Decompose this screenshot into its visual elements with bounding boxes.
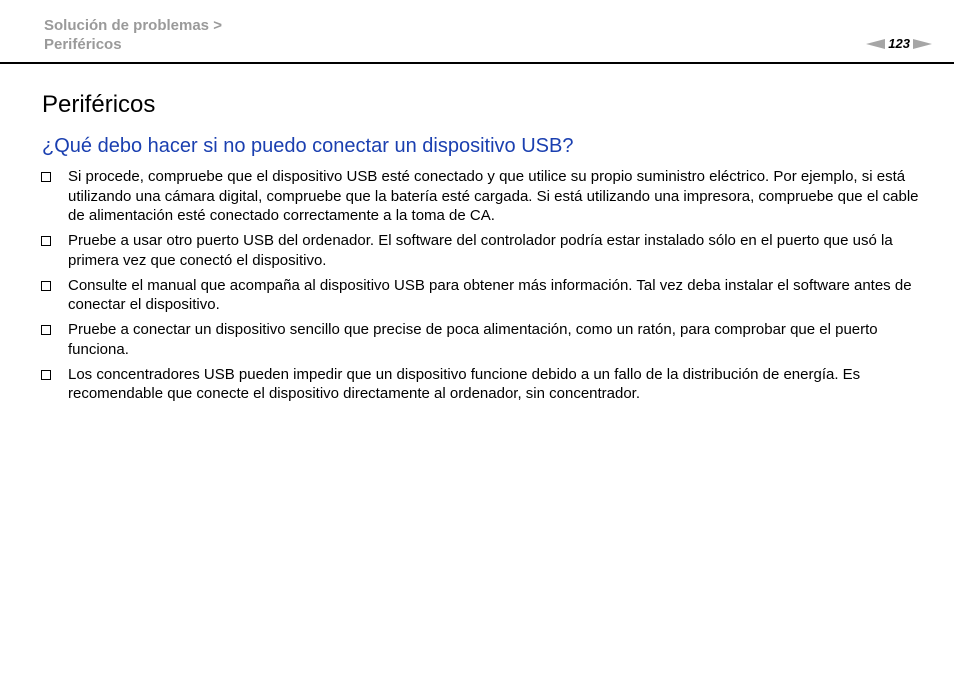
list-item-text: Consulte el manual que acompaña al dispositivo USB para obtener más información. Tal vez deba instalar el software antes de conectar el dispositivo.	[68, 276, 912, 313]
next-page-icon[interactable]	[913, 39, 932, 49]
checkbox-icon	[41, 325, 51, 335]
list-item	[40, 231, 920, 270]
troubleshooting-list	[40, 167, 920, 409]
list-item-text: Los concentradores USB pueden impedir que un dispositivo funcione debido a un fallo de la distribución de energía. Es recomendable que conecte el dispositivo directamente al ordenador, sin concentrador.	[68, 365, 861, 402]
list-item	[40, 365, 920, 404]
list-item-text: Si procede, compruebe que el dispositivo USB esté conectado y que utilice su propio suministro eléctrico. Por ejemplo, si está utilizando una cámara digital, compruebe que la batería esté cargada. Si está utilizando una impresora, compruebe que el cable de alimentación esté conectado correctamente a la toma de CA.	[68, 168, 919, 224]
breadcrumb-current: Periféricos	[44, 36, 122, 53]
checkbox-icon	[41, 236, 51, 246]
breadcrumb-parent[interactable]: Solución de problemas >	[44, 17, 222, 34]
question-heading: ¿Qué debo hacer si no puedo conectar un dispositivo USB?	[42, 135, 574, 157]
checkbox-icon	[41, 172, 51, 182]
list-item-text: Pruebe a conectar un dispositivo sencillo que precise de poca alimentación, como un ratón, para comprobar que el puerto funciona.	[68, 321, 878, 358]
page-navigation	[866, 36, 932, 52]
checkbox-icon	[41, 281, 51, 291]
list-item-text: Pruebe a usar otro puerto USB del ordenador. El software del controlador podría estar instalado sólo en el puerto que usó la primera vez que conectó el dispositivo.	[68, 232, 893, 269]
checkbox-icon	[41, 370, 51, 380]
previous-page-icon[interactable]	[866, 39, 885, 49]
page-number: 123	[888, 36, 910, 51]
header-divider	[0, 62, 954, 64]
breadcrumb	[44, 16, 222, 54]
list-item	[40, 320, 920, 359]
list-item	[40, 276, 920, 315]
page-title: Periféricos	[42, 91, 156, 118]
list-item	[40, 167, 920, 226]
